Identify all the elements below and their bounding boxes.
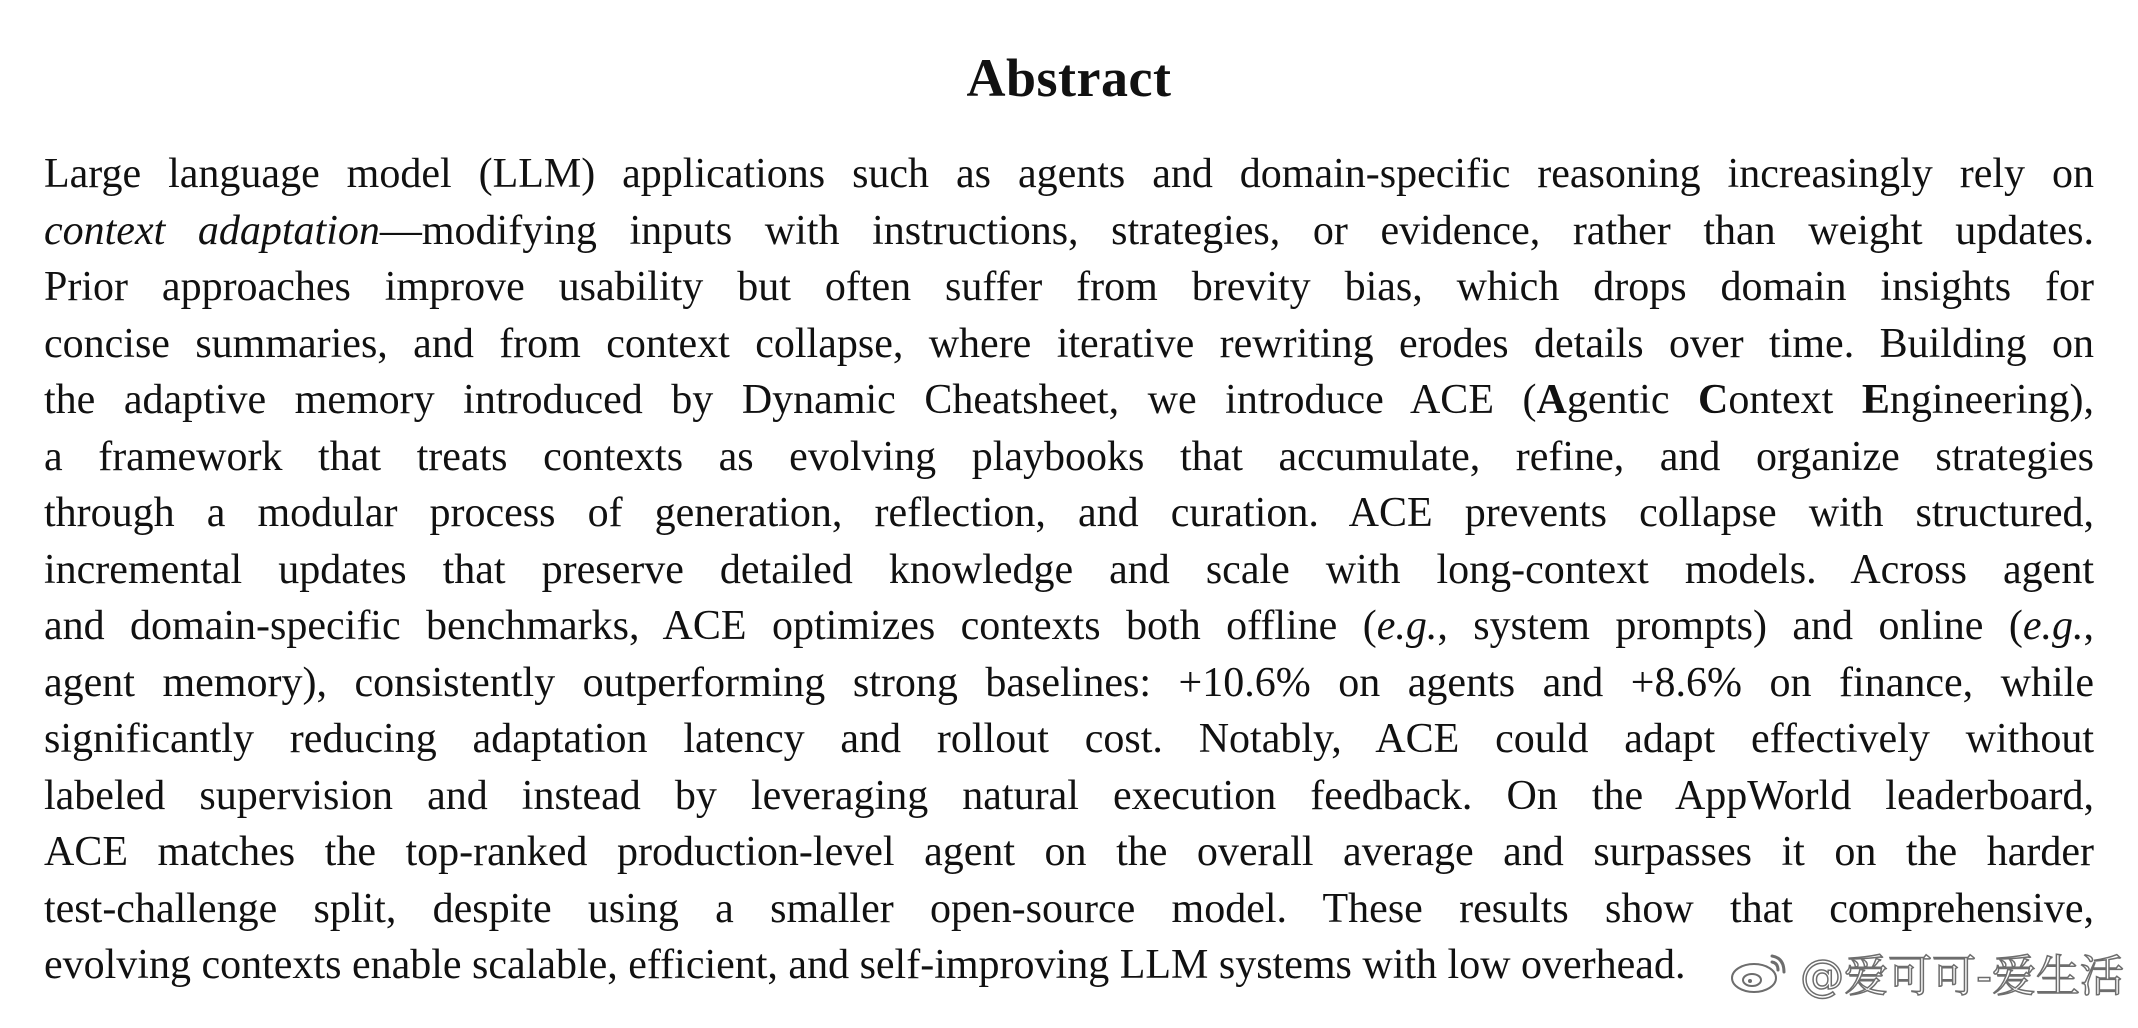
abstract-line-3 (44, 259, 2094, 316)
bold-letter-c: C (1698, 377, 1729, 423)
line-text: gentic (1566, 377, 1699, 423)
line-text: Prior approaches improve usability but often suffer from brevity bias, which drops domain insights for (44, 264, 2094, 310)
italic-eg: e.g. (1376, 603, 1438, 649)
watermark (1728, 940, 2124, 1004)
line-text: labeled supervision and instead by leveraging natural execution feedback. On the AppWorld leaderboard, (44, 772, 2094, 819)
line-text: Large language model (LLM) applications such as agents and domain-specific reasoning increasingly rely on (44, 151, 2094, 197)
line-text: evolving contexts enable scalable, efficient, and self-improving LLM systems with low overhead. (44, 942, 1686, 988)
italic-term-context-adaptation: context adaptation (44, 207, 380, 254)
watermark-text: @爱可可-爱生活 (1800, 951, 2124, 1002)
line-text: , system prompts) and online ( (1437, 603, 2023, 649)
line-text: significantly reducing adaptation latency and rollout cost. Notably, ACE could adapt effectively without (44, 716, 2094, 762)
line-text: through a modular process of generation, reflection, and curation. ACE prevents collapse with structured, (44, 490, 2094, 536)
abstract-body (44, 146, 2094, 994)
line-text: agent memory), consistently outperforming strong baselines: +10.6% on agents and +8.6% on finance, while (44, 659, 2094, 706)
abstract-line-4 (44, 316, 2094, 373)
line-text: ontext (1728, 377, 1862, 423)
abstract-line-5 (44, 372, 2094, 429)
line-text: , (2083, 603, 2094, 649)
line-text: incremental updates that preserve detailed knowledge and scale with long-context models. Across agent (44, 546, 2094, 593)
line-text: and domain-specific benchmarks, ACE optimizes contexts both offline ( (44, 603, 1377, 649)
bold-letter-e: E (1861, 377, 1890, 423)
line-text: ACE matches the top-ranked production-level agent on the overall average and surpasses it on the harder (44, 829, 2094, 875)
abstract-line-9 (44, 598, 2094, 655)
abstract-line-1 (44, 146, 2094, 203)
line-text: concise summaries, and from context collapse, where iterative rewriting erodes details over time. Building on (44, 320, 2094, 367)
abstract-line-13 (44, 824, 2094, 881)
weibo-logo-icon (1728, 948, 1790, 996)
abstract-line-11 (44, 711, 2094, 768)
abstract-line-14 (44, 881, 2094, 938)
abstract-heading: Abstract (966, 48, 1172, 108)
italic-eg: e.g. (2022, 603, 2084, 649)
abstract-line-7 (44, 485, 2094, 542)
line-text: test-challenge split, despite using a smaller open-source model. These results show that comprehensive, (44, 885, 2094, 932)
line-text: ngineering), (1889, 377, 2095, 423)
abstract-line-12 (44, 768, 2094, 825)
line-text: a framework that treats contexts as evolving playbooks that accumulate, refine, and organize strategies (44, 433, 2094, 480)
abstract-line-8 (44, 542, 2094, 599)
abstract-line-10 (44, 655, 2094, 712)
bold-letter-a: A (1536, 377, 1567, 423)
line-text: the adaptive memory introduced by Dynamic Cheatsheet, we introduce ACE ( (44, 377, 1537, 423)
abstract-line-6 (44, 429, 2094, 486)
abstract-line-2 (44, 203, 2094, 260)
line-text: —modifying inputs with instructions, strategies, or evidence, rather than weight updates. (379, 207, 2094, 254)
